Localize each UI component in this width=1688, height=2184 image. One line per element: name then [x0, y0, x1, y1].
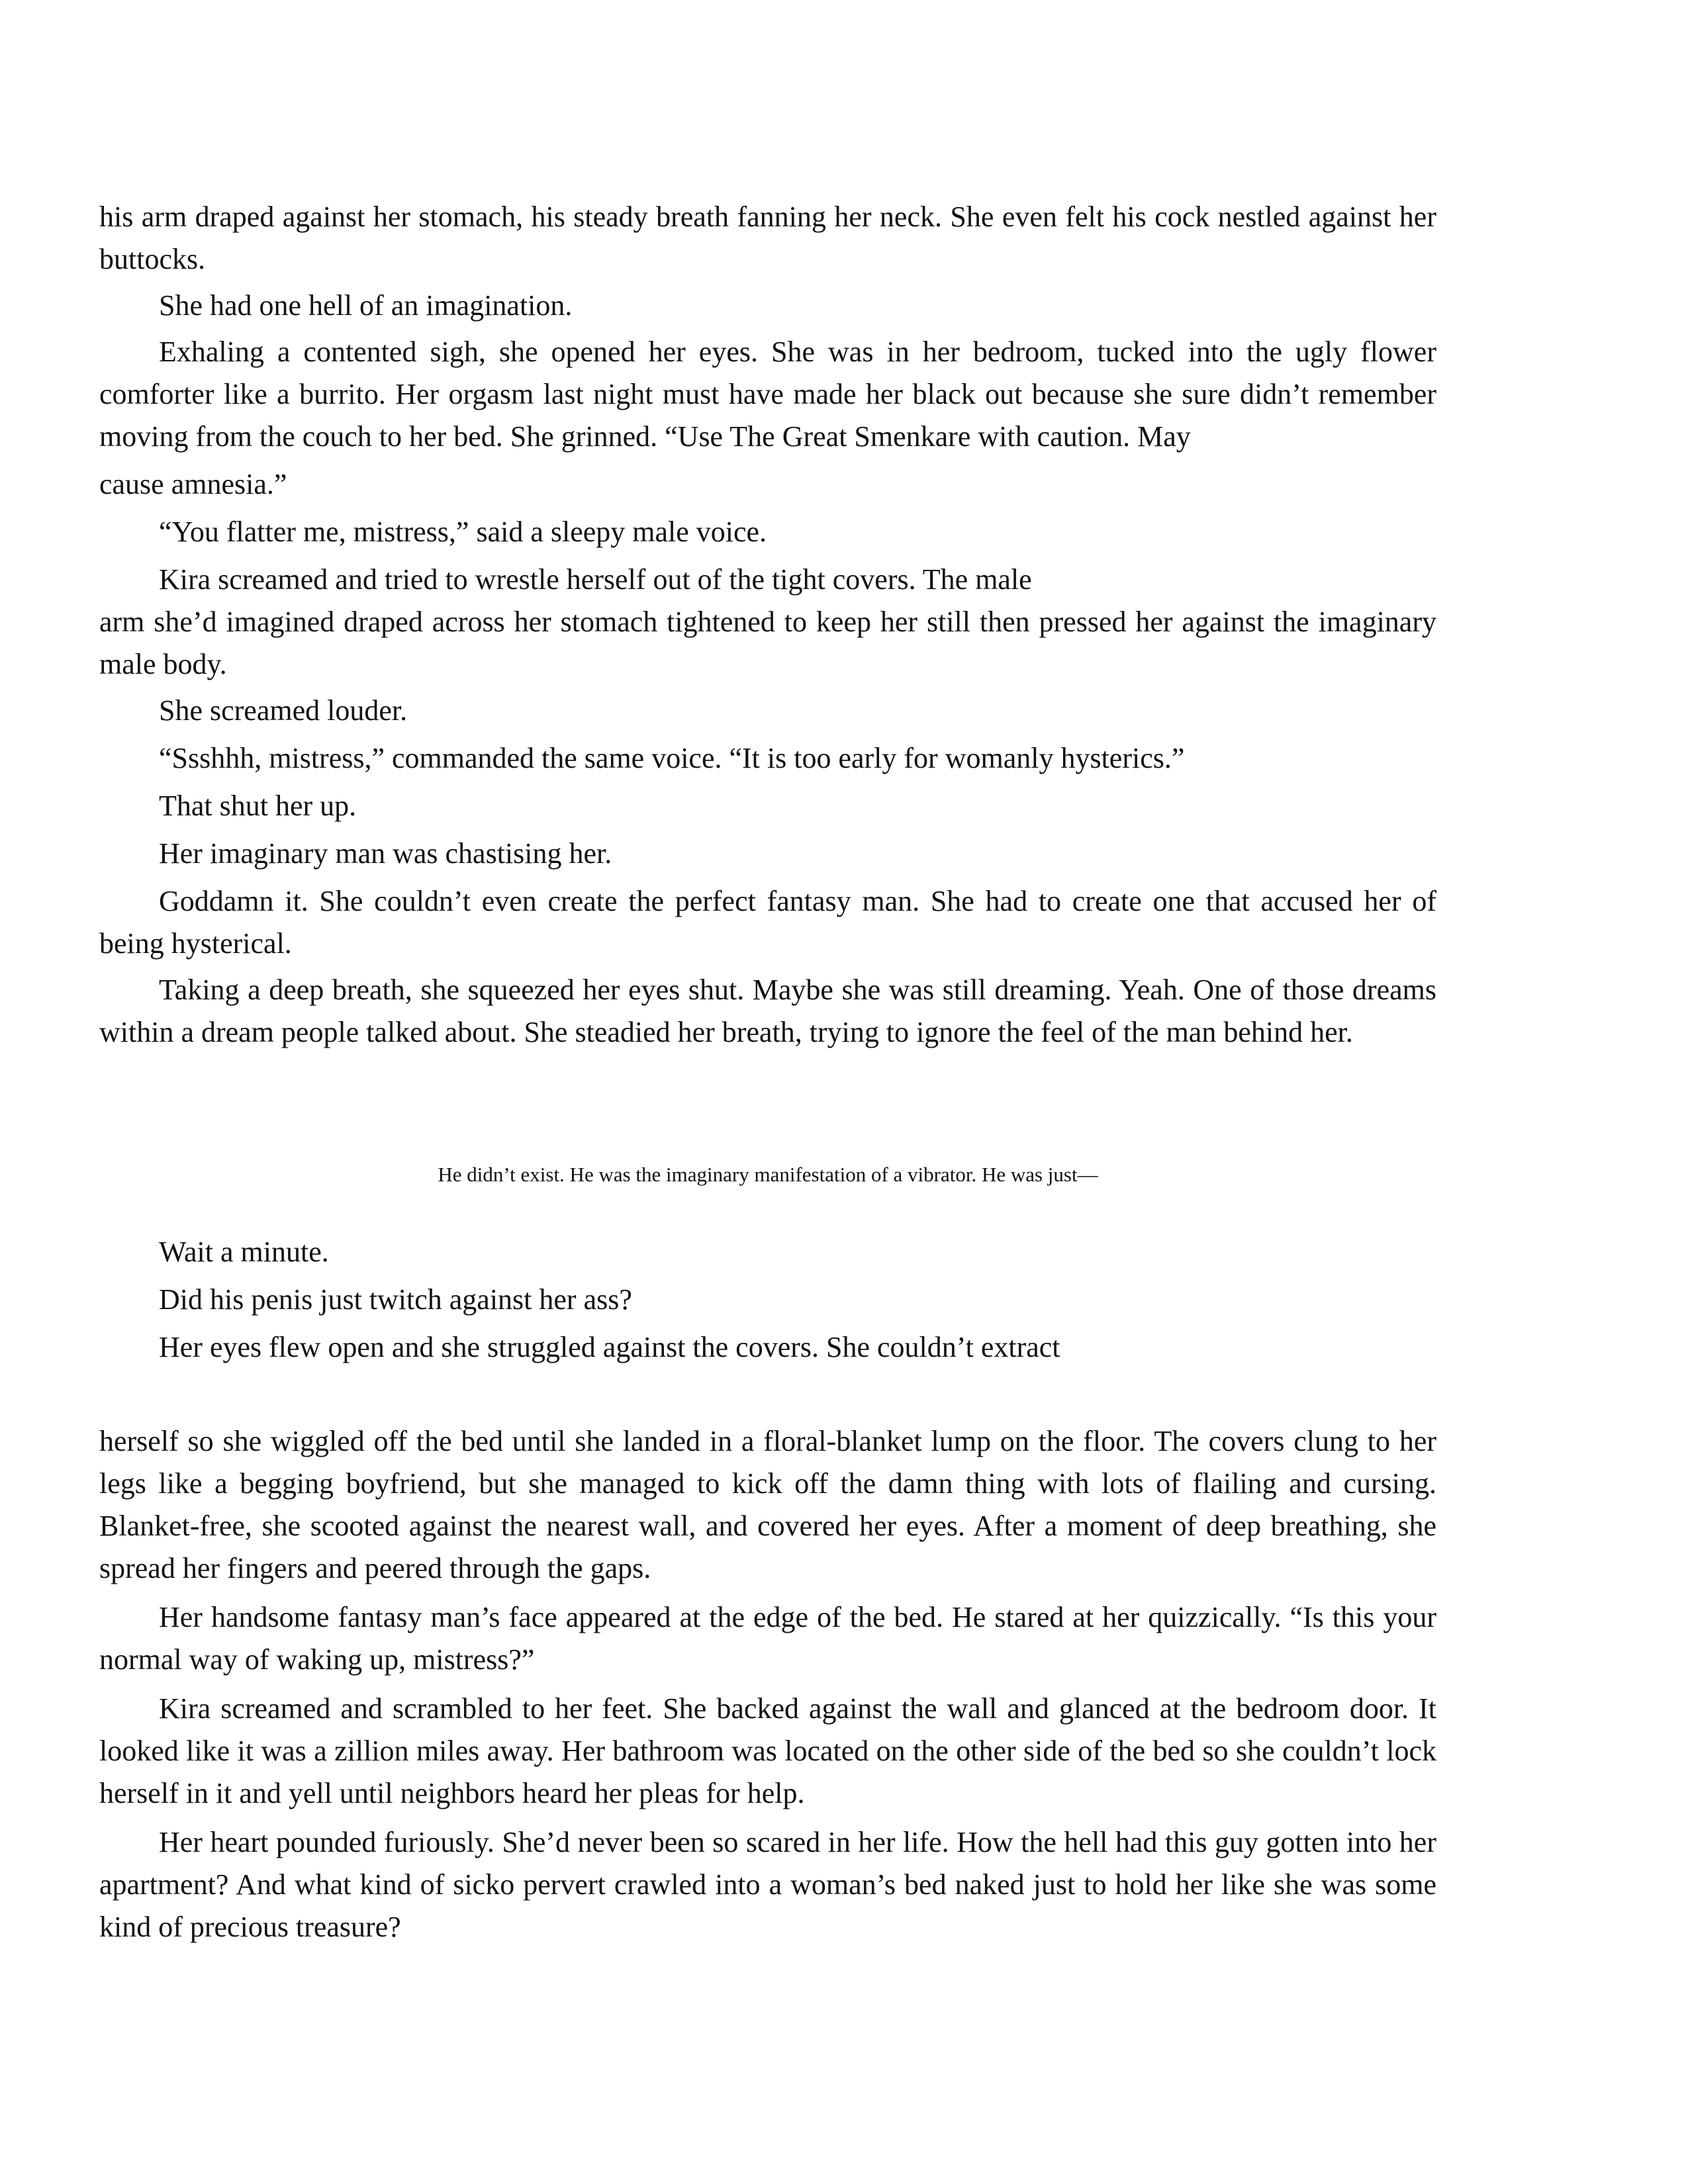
paragraph: cause amnesia.” [99, 468, 287, 500]
paragraph: Her imaginary man was chastising her. [159, 837, 612, 870]
paragraph: Wait a minute. [159, 1236, 329, 1268]
paragraph: Did his penis just twitch against her ass? [159, 1283, 632, 1316]
paragraph: She screamed louder. [159, 694, 408, 727]
paragraph: “Ssshhh, mistress,” commanded the same voice. “It is too early for womanly hysterics.” [159, 742, 1185, 774]
paragraph: She had one hell of an imagination. [159, 289, 573, 322]
paragraph: Kira screamed and scrambled to her feet. She backed against the wall and glanced at the bedroom door. It looked like it was a zillion miles away. Her bathroom was located on the other side of the bed so she couldn’t lock herself in it and yell until neighbors heard her pleas for help. [99, 1692, 1436, 1809]
paragraph: herself so she wiggled off the bed until she landed in a floral-blanket lump on the floor. The covers clung to her legs like a begging boyfriend, but she managed to kick off the damn thing with lots of flailing and cursing. Blanket-free, she scooted against the nearest wall, and covered her eyes. After a moment of deep breathing, she spread her fingers and peered through the gaps. [99, 1425, 1436, 1584]
text-block-bottom [99, 1420, 1436, 1948]
paragraph: That shut her up. [159, 790, 357, 822]
paragraph: Her eyes flew open and she struggled against the covers. She couldn’t extract [159, 1331, 1060, 1363]
paragraph: Her handsome fantasy man’s face appeared at the edge of the bed. He stared at her quizzically. “Is this your normal way of waking up, mistress?” [99, 1601, 1436, 1676]
paragraph: Her heart pounded furiously. She’d never been so scared in her life. How the hell had this guy gotten into her apartment? And what kind of sicko pervert crawled into a woman’s bed naked just to hold her like she was some kind of precious treasure? [99, 1826, 1436, 1943]
text-block-middle [99, 1231, 1436, 1369]
small-type-line: He didn’t exist. He was the imaginary manifestation of a vibrator. He was just— [438, 1163, 1098, 1186]
paragraph: Exhaling a contented sigh, she opened her eyes. She was in her bedroom, tucked into the ugly flower comforter like a burrito. Her orgasm last night must have made her black out because she sure didn’t remember moving from the couch to her bed. She grinned. “Use The Great Smenkare with caution. May [99, 336, 1436, 453]
paragraph: his arm draped against her stomach, his steady breath fanning her neck. She even felt his cock nestled against her buttocks. [99, 201, 1436, 275]
text-block-top [99, 196, 1436, 1054]
paragraph: arm she’d imagined draped across her stomach tightened to keep her still then pressed her against the imaginary male body. [99, 606, 1436, 680]
paragraph: Taking a deep breath, she squeezed her eyes shut. Maybe she was still dreaming. Yeah. One of those dreams within a dream people talked about. She steadied her breath, trying to ignore the feel of the man behind her. [99, 974, 1436, 1048]
paragraph: Goddamn it. She couldn’t even create the perfect fantasy man. She had to create one that accused her of being hysterical. [99, 885, 1436, 960]
paragraph: Kira screamed and tried to wrestle herself out of the tight covers. The male [159, 563, 1032, 596]
paragraph: “You flatter me, mistress,” said a sleepy male voice. [159, 516, 767, 548]
